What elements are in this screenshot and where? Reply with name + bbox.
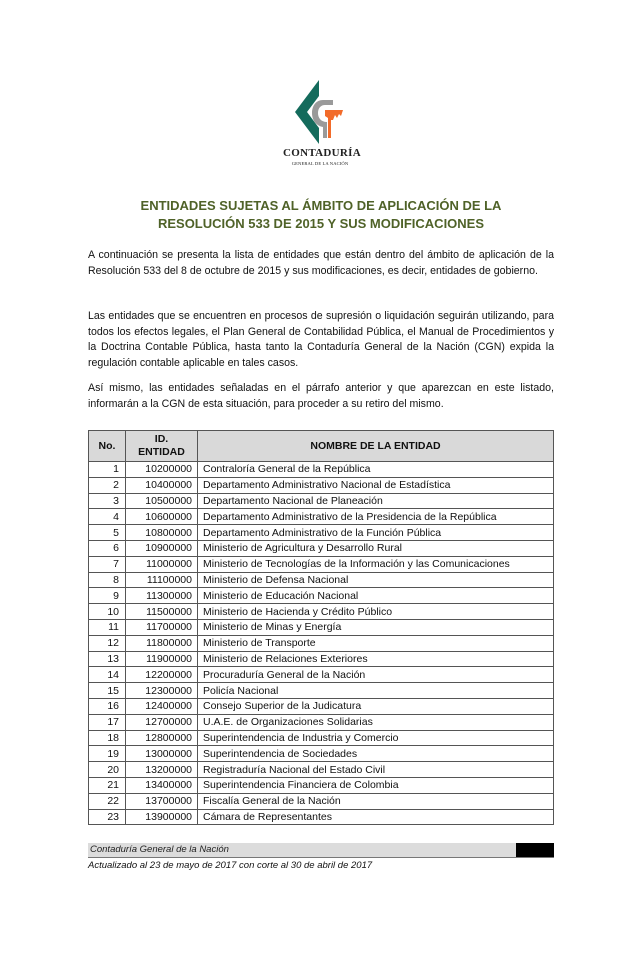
entity-name: Cámara de Representantes: [198, 809, 554, 825]
row-number: 7: [89, 556, 126, 572]
entity-id: 10400000: [126, 477, 198, 493]
row-number: 13: [89, 651, 126, 667]
entity-name: Ministerio de Educación Nacional: [198, 588, 554, 604]
entity-name: U.A.E. de Organizaciones Solidarias: [198, 714, 554, 730]
table-body: [89, 462, 554, 825]
contaduria-logo: [283, 78, 361, 172]
entity-name: Registraduría Nacional del Estado Civil: [198, 762, 554, 778]
entity-id: 13200000: [126, 762, 198, 778]
table-row: [89, 714, 554, 730]
row-number: 17: [89, 714, 126, 730]
entity-id: 12400000: [126, 698, 198, 714]
logo-name: CONTADURÍA: [283, 147, 361, 159]
entity-name: Ministerio de Hacienda y Crédito Público: [198, 604, 554, 620]
row-number: 6: [89, 540, 126, 556]
entity-id: 12800000: [126, 730, 198, 746]
table-row: [89, 635, 554, 651]
table-row: [89, 667, 554, 683]
row-number: 12: [89, 635, 126, 651]
entity-id: 10500000: [126, 493, 198, 509]
entity-id: 13000000: [126, 746, 198, 762]
entity-id: 10800000: [126, 525, 198, 541]
row-number: 9: [89, 588, 126, 604]
entity-id: 11800000: [126, 635, 198, 651]
entity-name: Departamento Administrativo de la Función Pública: [198, 525, 554, 541]
entity-id: 13700000: [126, 793, 198, 809]
row-number: 1: [89, 462, 126, 478]
entity-id: 10200000: [126, 462, 198, 478]
table-row: [89, 588, 554, 604]
entity-name: Ministerio de Defensa Nacional: [198, 572, 554, 588]
entity-name: Departamento Administrativo Nacional de Estadística: [198, 477, 554, 493]
footer-bar: [88, 843, 554, 858]
row-number: 10: [89, 604, 126, 620]
entity-id: 10900000: [126, 540, 198, 556]
entity-name: Ministerio de Agricultura y Desarrollo Rural: [198, 540, 554, 556]
row-number: 16: [89, 698, 126, 714]
document-title: [88, 197, 554, 233]
table-row: [89, 809, 554, 825]
table-row: [89, 793, 554, 809]
notice-paragraph: Así mismo, las entidades señaladas en el párrafo anterior y que aparezcan en este listado, informarán a la CGN de esta situación, para proceder a su retiro del mismo.: [88, 382, 554, 410]
entity-id: 11500000: [126, 604, 198, 620]
table-row: [89, 730, 554, 746]
entity-id: 11700000: [126, 619, 198, 635]
intro-paragraph: A continuación se presenta la lista de entidades que están dentro del ámbito de aplicación de la Resolución 533 del 8 de octubre de 2015 y sus modificaciones, es decir, entidades de gobierno.: [88, 249, 554, 277]
row-number: 11: [89, 619, 126, 635]
row-number: 14: [89, 667, 126, 683]
row-number: 21: [89, 777, 126, 793]
entity-name: Ministerio de Minas y Energía: [198, 619, 554, 635]
title-line-1: ENTIDADES SUJETAS AL ÁMBITO DE APLICACIÓN DE LA: [140, 198, 502, 213]
row-number: 18: [89, 730, 126, 746]
entity-name: Contraloría General de la República: [198, 462, 554, 478]
entity-name: Procuraduría General de la Nación: [198, 667, 554, 683]
entity-id: 11900000: [126, 651, 198, 667]
table-row: [89, 698, 554, 714]
row-number: 8: [89, 572, 126, 588]
entity-name: Departamento Nacional de Planeación: [198, 493, 554, 509]
table-row: [89, 540, 554, 556]
entity-id: 13400000: [126, 777, 198, 793]
entity-id: 11300000: [126, 588, 198, 604]
row-number: 2: [89, 477, 126, 493]
entity-name: Superintendencia Financiera de Colombia: [198, 777, 554, 793]
table-row: [89, 746, 554, 762]
entity-id: 12200000: [126, 667, 198, 683]
table-row: [89, 683, 554, 699]
entity-id: 12700000: [126, 714, 198, 730]
row-number: 23: [89, 809, 126, 825]
table-row: [89, 762, 554, 778]
entity-id: 11000000: [126, 556, 198, 572]
header-id-line-2: ENTIDAD: [138, 446, 185, 458]
table-header-row: [89, 431, 554, 462]
table-row: [89, 493, 554, 509]
entity-name: Superintendencia de Industria y Comercio: [198, 730, 554, 746]
contaduria-emblem-icon: [283, 78, 357, 146]
entity-name: Policía Nacional: [198, 683, 554, 699]
entity-id: 10600000: [126, 509, 198, 525]
table-row: [89, 651, 554, 667]
entity-name: Ministerio de Tecnologías de la Información y las Comunicaciones: [198, 556, 554, 572]
entity-id: 13900000: [126, 809, 198, 825]
table-row: [89, 477, 554, 493]
entity-name: Fiscalía General de la Nación: [198, 793, 554, 809]
footer-organization: Contaduría General de la Nación: [90, 844, 229, 855]
row-number: 20: [89, 762, 126, 778]
header-name: NOMBRE DE LA ENTIDAD: [198, 431, 554, 462]
liquidation-paragraph: Las entidades que se encuentren en procesos de supresión o liquidación seguirán utilizando, para todos los efectos legales, el Plan General de Contabilidad Pública, el Manual de Procedimientos y la Doctrina Contable Pública, hasta tanto la Contaduría General de la Nación (CGN) expida la regulación contable aplicable en tales casos.: [88, 310, 554, 369]
header-no: No.: [89, 431, 126, 462]
row-number: 22: [89, 793, 126, 809]
table-row: [89, 462, 554, 478]
entity-name: Ministerio de Transporte: [198, 635, 554, 651]
table-row: [89, 525, 554, 541]
row-number: 19: [89, 746, 126, 762]
row-number: 4: [89, 509, 126, 525]
entities-table: [88, 430, 554, 825]
table-row: [89, 556, 554, 572]
title-line-2: RESOLUCIÓN 533 DE 2015 Y SUS MODIFICACIONES: [157, 216, 485, 231]
table-row: [89, 572, 554, 588]
row-number: 15: [89, 683, 126, 699]
table-row: [89, 509, 554, 525]
header-id: [126, 431, 198, 462]
table-row: [89, 777, 554, 793]
entity-name: Ministerio de Relaciones Exteriores: [198, 651, 554, 667]
entity-name: Superintendencia de Sociedades: [198, 746, 554, 762]
entity-name: Departamento Administrativo de la Presidencia de la República: [198, 509, 554, 525]
footer-black-block: [516, 843, 554, 857]
header-id-line-1: ID.: [154, 433, 169, 445]
entity-id: 11100000: [126, 572, 198, 588]
logo-subtitle: GENERAL DE LA NACIÓN: [291, 161, 349, 166]
footer-updated-date: Actualizado al 23 de mayo de 2017 con corte al 30 de abril de 2017: [88, 860, 373, 871]
entity-name: Consejo Superior de la Judicatura: [198, 698, 554, 714]
entity-id: 12300000: [126, 683, 198, 699]
table-row: [89, 604, 554, 620]
row-number: 3: [89, 493, 126, 509]
table-row: [89, 619, 554, 635]
row-number: 5: [89, 525, 126, 541]
